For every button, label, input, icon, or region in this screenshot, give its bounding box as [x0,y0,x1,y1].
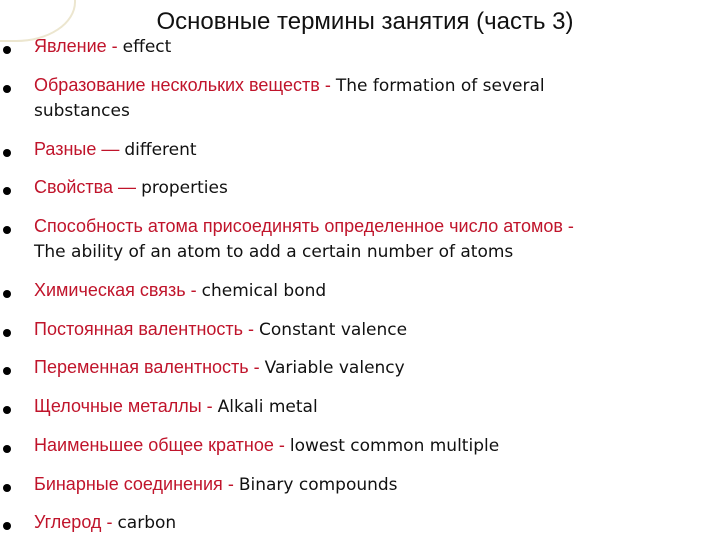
term-en-continuation: substances [34,101,130,121]
term-separator: - [562,216,574,236]
bullet-icon [3,406,11,414]
term-line [34,396,318,417]
term-separator: - [101,512,118,532]
term-line [34,139,197,160]
term-line [34,177,228,198]
term-separator: - [243,319,260,339]
term-line [34,435,499,456]
term-line [34,75,545,96]
bullet-icon [3,445,11,453]
term-separator: - [273,435,290,455]
term-en: effect [122,37,172,57]
term-separator: - [185,280,202,300]
term-ru: Разные [34,139,97,159]
term-en: Alkali metal [217,397,318,417]
term-en: properties [141,178,228,198]
term-en: chemical bond [201,281,327,301]
bullet-icon [3,46,11,54]
term-separator: — [113,177,142,197]
bullet-icon [3,367,11,375]
term-separator: - [201,396,218,416]
term-ru: Способность атома присоединять определенное число атомов [34,216,563,236]
term-line [34,36,171,57]
term-separator: - [319,75,336,95]
term-separator: - [248,357,265,377]
term-line [34,280,326,301]
bullet-icon [3,226,11,234]
term-ru: Постоянная валентность [34,319,244,339]
term-en: different [124,140,197,160]
term-line [34,319,407,340]
term-en: Binary compounds [238,475,398,495]
term-line [34,474,398,495]
term-line [34,357,405,378]
bullet-icon [3,187,11,195]
bullet-icon [3,85,11,93]
term-en: The formation of several [335,76,545,96]
bullet-icon [3,149,11,157]
term-ru: Наименьшее общее кратное [34,435,274,455]
term-separator: - [106,36,123,56]
term-line [34,216,574,237]
bullet-icon [3,522,11,530]
term-ru: Образование нескольких веществ [34,75,320,95]
term-separator: — [96,139,125,159]
term-ru: Щелочные металлы [34,396,202,416]
term-ru: Переменная валентность [34,357,249,377]
term-ru: Углерод [34,512,102,532]
term-en-continuation: The ability of an atom to add a certain number of atoms [34,242,514,262]
term-ru: Явление [34,36,107,56]
term-en: Constant valence [259,320,408,340]
bullet-icon [3,290,11,298]
term-ru: Свойства [34,177,114,197]
term-ru: Бинарные соединения [34,474,223,494]
term-en: lowest common multiple [289,436,500,456]
term-line [34,512,176,533]
term-separator: - [222,474,239,494]
slide-title: Основные термины занятия (часть 3) [156,8,574,35]
term-en: Variable valency [264,358,405,378]
bullet-icon [3,484,11,492]
term-en: carbon [117,513,177,533]
bullet-icon [3,329,11,337]
term-ru: Химическая связь [34,280,186,300]
